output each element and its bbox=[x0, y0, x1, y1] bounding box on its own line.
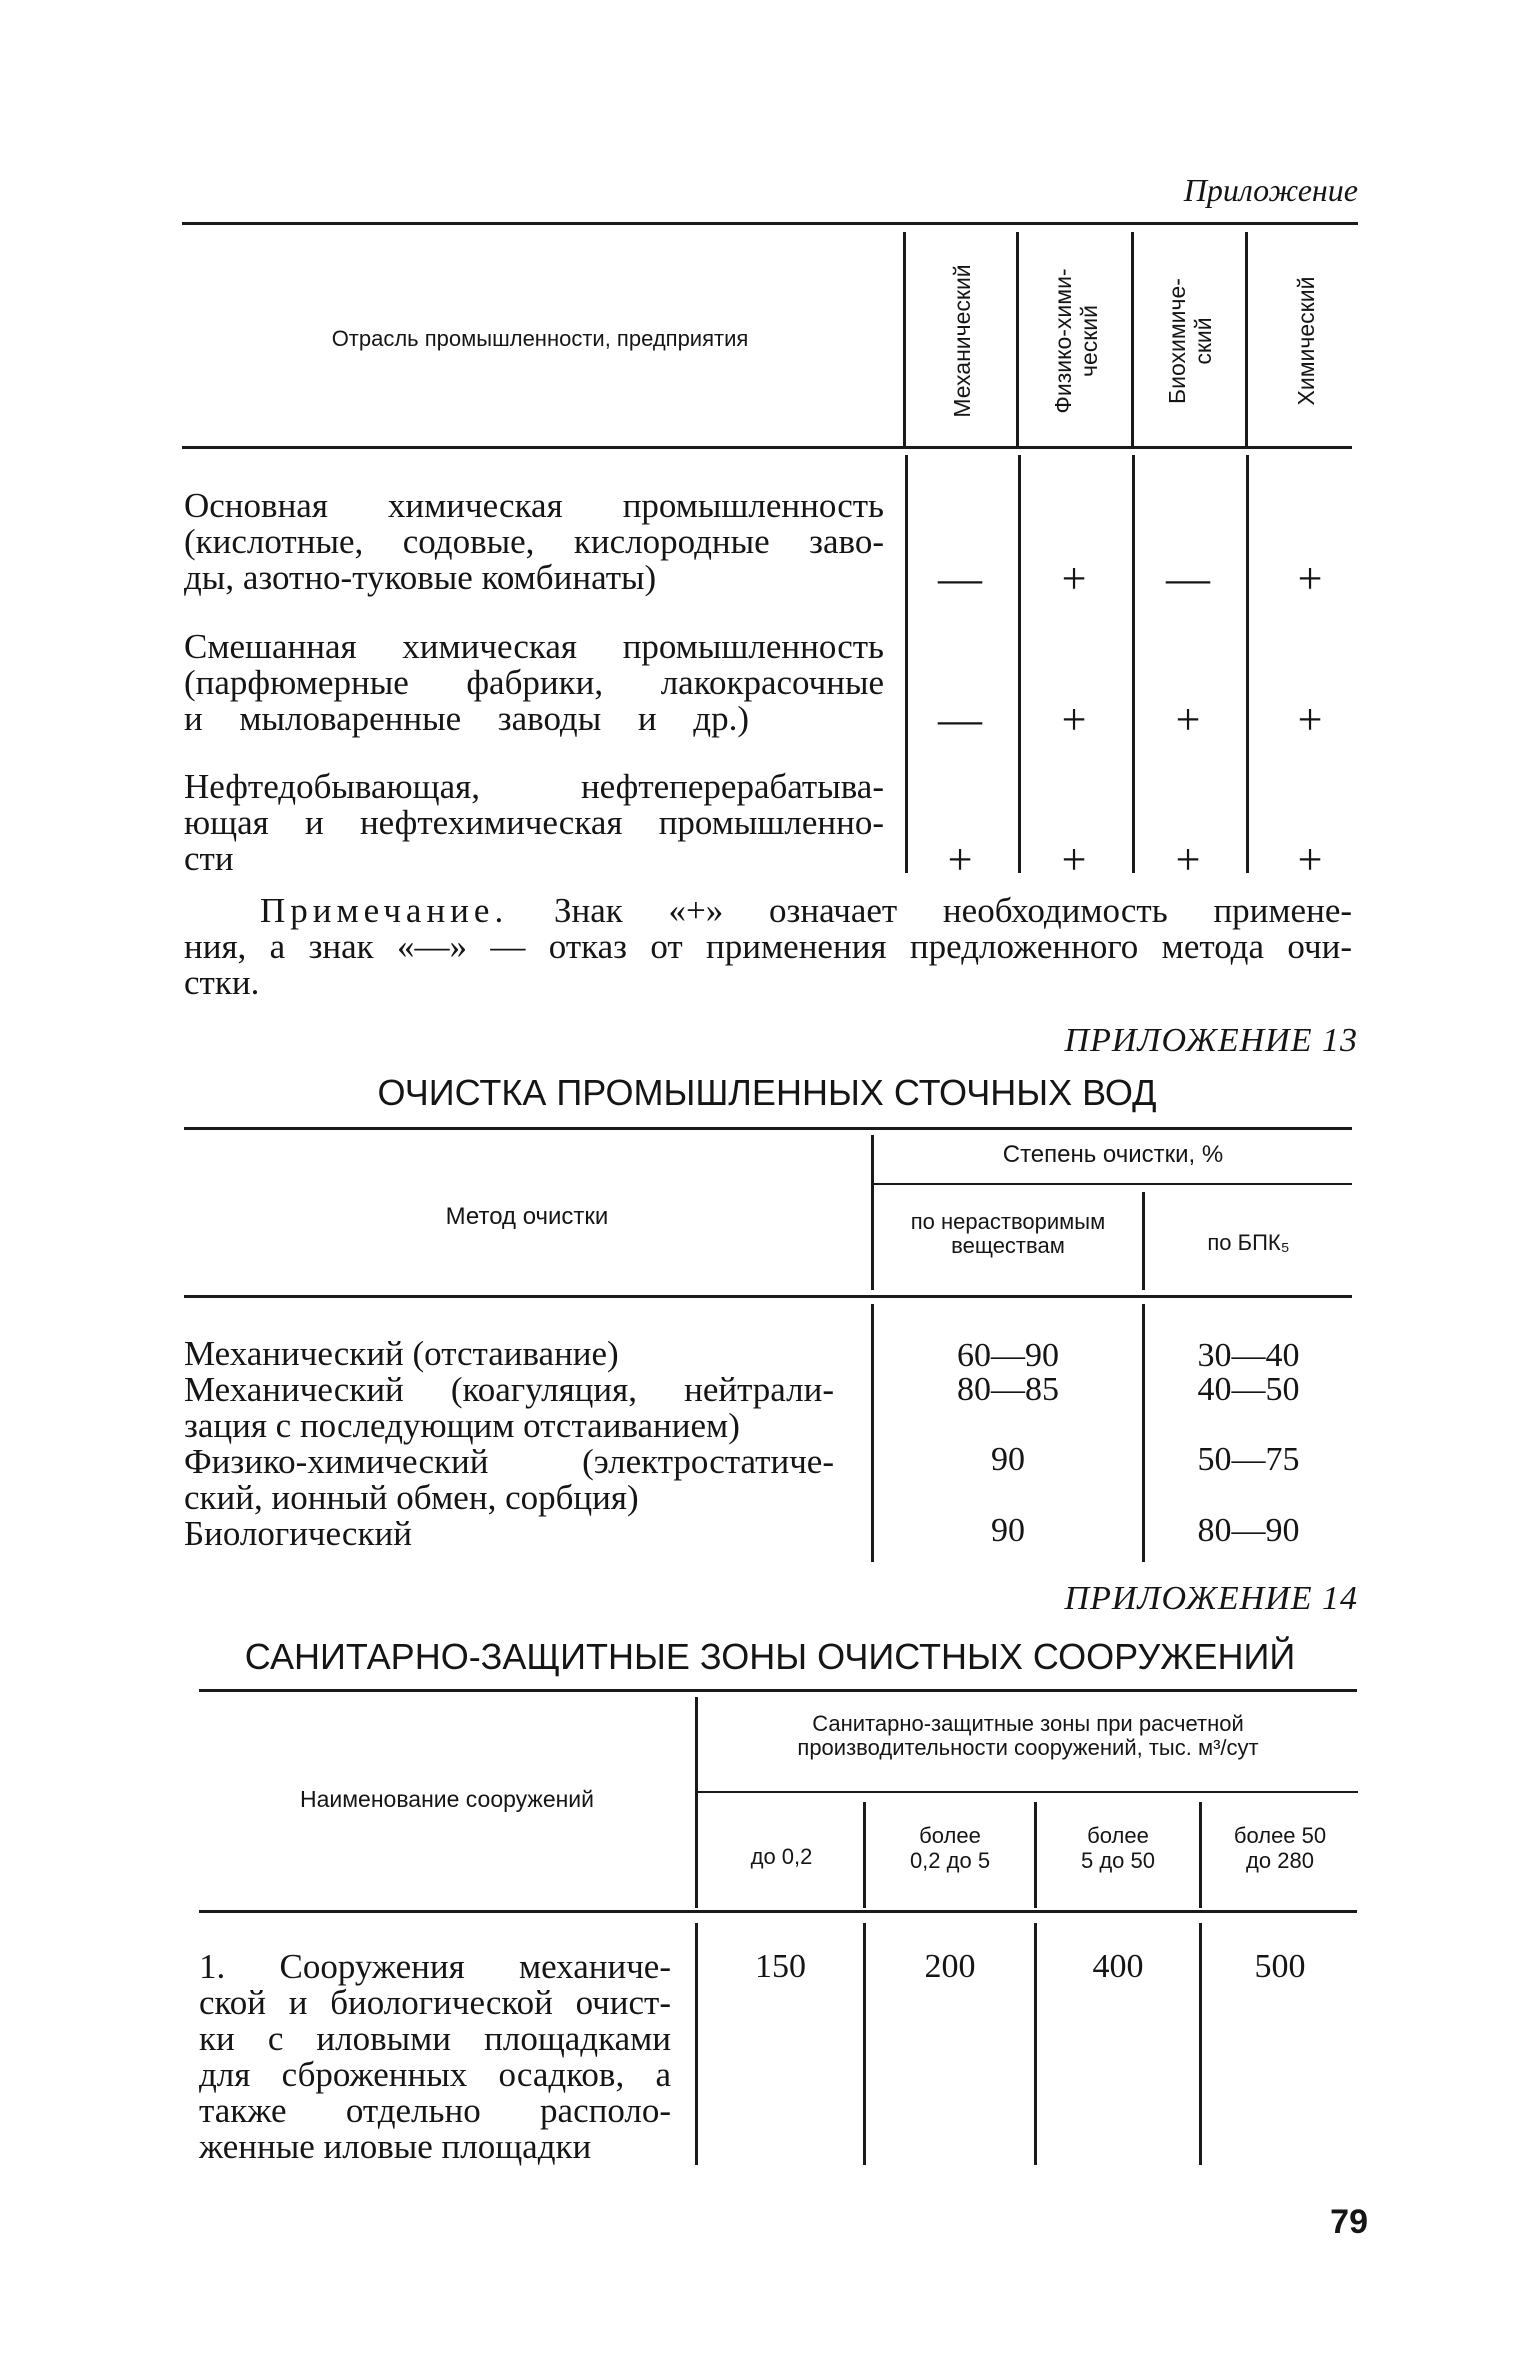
table-cell-mark: + bbox=[947, 835, 973, 884]
table-cell: 30—40 bbox=[1197, 1337, 1300, 1374]
table-cell: 60—90 bbox=[957, 1337, 1059, 1374]
bod-column-header: по БПК₅ bbox=[1207, 1230, 1290, 1255]
table-rule bbox=[184, 1127, 1352, 1130]
subcolumn-header: более 50 до 280 bbox=[1233, 1823, 1327, 1873]
table-row-label: Смешанная химическая промышленность (парфюмерные фабрики, лакокрасочные и мыловаренные заводы и др.) bbox=[184, 627, 884, 738]
col-divider bbox=[1018, 455, 1021, 873]
structure-column-header: Наименование сооружений bbox=[299, 1786, 595, 1812]
column-header-chemical: Химический bbox=[1293, 276, 1319, 406]
table-cell: 50—75 bbox=[1197, 1441, 1300, 1478]
table-cell: 80—85 bbox=[957, 1371, 1059, 1408]
insoluble-column-header: по нерастворимым веществам bbox=[910, 1209, 1106, 1258]
col-divider bbox=[903, 232, 906, 446]
subcolumn-header: более 0,2 до 5 bbox=[909, 1823, 991, 1873]
column-header-biochem: Биохимиче- ский bbox=[1164, 278, 1216, 404]
table-rule bbox=[874, 1183, 1352, 1185]
table-cell-mark: + bbox=[1297, 554, 1323, 603]
table-cell: 90 bbox=[991, 1512, 1025, 1549]
appendix-13-label: ПРИЛОЖЕНИЕ 13 bbox=[1064, 1022, 1358, 1059]
table-cell-mark: + bbox=[1061, 835, 1087, 884]
column-header-physchem: Физико-хими- ческий bbox=[1050, 268, 1102, 414]
note-label: Примечание. bbox=[260, 891, 509, 930]
table-cell: 200 bbox=[924, 1948, 976, 1985]
table-cell-mark: + bbox=[1061, 554, 1087, 603]
table-rule bbox=[182, 446, 1352, 449]
table-rule bbox=[199, 1910, 1357, 1913]
table-cell: 40—50 bbox=[1197, 1371, 1300, 1408]
table-cell-mark: + bbox=[1061, 695, 1087, 744]
table-rule bbox=[199, 1689, 1357, 1692]
appendix-14-title: САНИТАРНО-ЗАЩИТНЫЕ ЗОНЫ ОЧИСТНЫХ СООРУЖЕНИЙ bbox=[244, 1636, 1296, 1677]
col-divider bbox=[1132, 455, 1135, 873]
col-divider bbox=[1246, 455, 1249, 873]
table-rule bbox=[184, 1295, 1352, 1298]
table-cell-mark: + bbox=[1175, 835, 1201, 884]
method-column-header: Метод очистки bbox=[445, 1203, 609, 1230]
zone-column-header: Санитарно-защитные зоны при расчетной производительности сооружений, тыс. м³/сут bbox=[797, 1711, 1259, 1760]
appendix-14-label: ПРИЛОЖЕНИЕ 14 bbox=[1064, 1580, 1358, 1617]
table-cell: 90 bbox=[991, 1441, 1025, 1478]
note-text: ния, а знак «—» — отказ от применения предложенного метода очи- bbox=[184, 927, 1352, 966]
col-divider bbox=[1131, 232, 1134, 446]
note-text: стки. bbox=[184, 963, 260, 1002]
table-rule bbox=[698, 1791, 1358, 1793]
table-cell: 150 bbox=[755, 1948, 806, 1985]
col-divider bbox=[905, 455, 908, 873]
table-cell-mark: — bbox=[1166, 554, 1210, 603]
table-row-label: 1. Сооружения механиче- ской и биологической очист- ки с иловыми площадками для сброженных осадков, а также отдельно располо- женные иловые площадки bbox=[199, 1947, 671, 2166]
running-title: Приложение bbox=[1183, 172, 1358, 208]
table-cell-mark: — bbox=[938, 554, 982, 603]
industry-column-header: Отрасль промышленности, предприятия bbox=[331, 326, 749, 351]
subcolumn-header: до 0,2 bbox=[750, 1844, 813, 1869]
col-divider bbox=[695, 1697, 698, 1908]
table-note bbox=[184, 893, 1352, 1001]
table-cell: 400 bbox=[1092, 1948, 1144, 1985]
appendix-13-title: ОЧИСТКА ПРОМЫШЛЕННЫХ СТОЧНЫХ ВОД bbox=[377, 1072, 1157, 1113]
table-row-label: Нефтедобывающая, нефтеперерабатыва- ющая и нефтехимическая промышленно- сти bbox=[184, 767, 884, 878]
table-cell: 500 bbox=[1254, 1948, 1306, 1985]
header-rule bbox=[182, 222, 1358, 225]
table-row-label: Механический (отстаивание) Механический (коагуляция, нейтрали- зация с последующим отстаиванием) Физико-химический (электростатиче- ский, ионный обмен, сорбция) Биологический bbox=[184, 1334, 834, 1553]
table-cell-mark: + bbox=[1175, 695, 1201, 744]
table-cell-mark: — bbox=[938, 695, 982, 744]
table-cell-mark: + bbox=[1297, 835, 1323, 884]
note-text: Знак «+» означает необходимость примене- bbox=[553, 891, 1353, 930]
table-row-label: Основная химическая промышленность (кислотные, содовые, кислородные заво- ды, азотно-туковые комбинаты) bbox=[184, 486, 884, 597]
table-cell-mark: + bbox=[1297, 695, 1323, 744]
page-number: 79 bbox=[1330, 2203, 1368, 2241]
subcolumn-header: более 5 до 50 bbox=[1080, 1823, 1155, 1873]
col-divider bbox=[1245, 232, 1248, 446]
column-header-mechanical: Механический bbox=[949, 264, 975, 418]
col-divider bbox=[1016, 232, 1019, 446]
degree-column-header: Степень очистки, % bbox=[1002, 1141, 1224, 1168]
table-cell: 80—90 bbox=[1197, 1512, 1300, 1549]
